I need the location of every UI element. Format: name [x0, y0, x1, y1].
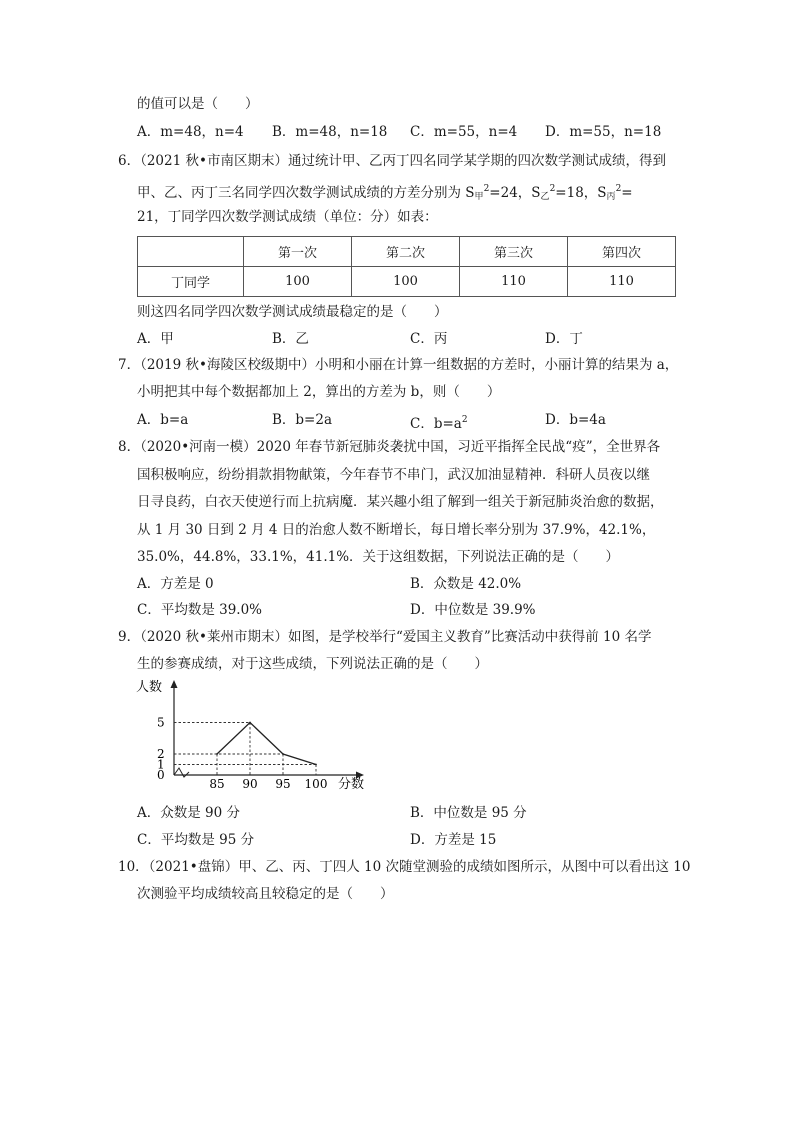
x-tick-label: 95: [275, 777, 291, 791]
table-row-label: 丁同学: [138, 267, 244, 297]
q8-stem-line4: 从 1 月 30 日到 2 月 4 日的治愈人数不断增长，每日增长率分别为 37.9%，42.1%，: [137, 522, 656, 538]
x-axis-label: 分数: [338, 777, 365, 792]
q10-stem-line2: 次测验平均成绩较高且较稳定的是（ ）: [137, 886, 394, 902]
q5-option-a[interactable]: A．m=48，n=4: [137, 124, 244, 140]
q9-stem-line1: 9．（2020 秋•莱州市期末）如图，是学校举行“爱国主义教育”比赛活动中获得前 10 名学: [118, 629, 652, 645]
x-tick-label: 100: [304, 777, 328, 791]
y-tick-label: 2: [157, 747, 165, 761]
table-header-cell: 第二次: [352, 237, 460, 267]
q5-option-d[interactable]: D．m=55，n=18: [545, 124, 662, 140]
q6-stem-line2: [137, 179, 633, 207]
q6-exp-jia: 2: [483, 184, 490, 194]
table-header-cell: 第四次: [568, 237, 676, 267]
q10-stem-line1: 10．（2021•盘锦）甲、乙、丙、丁四人 10 次随堂测验的成绩如图所示，从图中可以看出这 10: [118, 859, 691, 875]
y-tick-label: 1: [157, 757, 165, 772]
q6-sub-yi: 乙: [540, 192, 550, 202]
y-tick-label: 0: [157, 768, 165, 782]
q6-stem-line4: 则这四名同学四次数学测试成绩最稳定的是（ ）: [137, 304, 448, 320]
q8-option-a[interactable]: A．方差是 0: [137, 576, 214, 592]
q6-variance-intro: 甲、乙、丙丁三名同学四次数学测试成绩的方差分别为 S: [137, 185, 475, 201]
q7-option-a[interactable]: A．b=a: [137, 412, 189, 428]
axis-break: [174, 768, 189, 777]
x-tick-label: 85: [209, 777, 225, 791]
q6-sub-jia: 甲: [474, 192, 484, 202]
q9-option-d[interactable]: D．方差是 15: [410, 832, 497, 848]
q5-option-b[interactable]: B．m=48，n=18: [272, 124, 388, 140]
q7-option-b[interactable]: B．b=2a: [272, 412, 333, 428]
y-axis-label: 人数: [136, 680, 163, 695]
q8-option-b[interactable]: B．众数是 42.0%: [410, 576, 522, 592]
table-cell: 110: [460, 267, 568, 297]
q6-exp-bing: 2: [615, 184, 622, 194]
q6-sub-bing: 丙: [606, 192, 616, 202]
q6-option-d[interactable]: D．丁: [545, 331, 583, 347]
table-cell: 100: [352, 267, 460, 297]
q7-option-c-text: C．b=a: [410, 416, 462, 432]
data-point: [249, 722, 251, 724]
q9-option-a[interactable]: A．众数是 90 分: [137, 805, 241, 821]
q9-stem-line2: 生的参赛成绩，对于这些成绩，下列说法正确的是（ ）: [137, 656, 488, 672]
q6-val-jia: =24，S: [489, 185, 541, 201]
table-cell: 110: [568, 267, 676, 297]
q8-option-d[interactable]: D．中位数是 39.9%: [410, 602, 536, 618]
q8-stem-line2: 国积极响应，纷纷捐款捐物献策，今年春节不串门，武汉加油显精神．科研人员夜以继: [137, 467, 650, 483]
y-axis-arrow: [171, 680, 178, 688]
q9-option-b[interactable]: B．中位数是 95 分: [410, 805, 527, 821]
data-point: [315, 764, 317, 766]
table-header-row: [138, 237, 676, 267]
q8-stem-line5: 35.0%，44.8%，33.1%，41.1%．关于这组数据，下列说法正确的是（ ）: [137, 549, 620, 565]
data-point: [216, 753, 218, 755]
data-point: [282, 753, 284, 755]
table-cell: 100: [244, 267, 352, 297]
q6-val-yi: =18，S: [555, 185, 607, 201]
table-header-cell: 第三次: [460, 237, 568, 267]
q6-option-a[interactable]: A．甲: [137, 331, 174, 347]
q9-option-c[interactable]: C．平均数是 95 分: [137, 832, 255, 848]
q7-stem-line2: 小明把其中每个数据都加上 2，算出的方差为 b，则（ ）: [137, 384, 501, 400]
q5-tail: 的值可以是（ ）: [137, 96, 259, 112]
q6-val-bing: =: [621, 185, 633, 201]
q6-option-b[interactable]: B．乙: [272, 331, 309, 347]
q6-stem-line1: 6．（2021 秋•市南区期末）通过统计甲、乙丙丁四名同学某学期的四次数学测试成绩，得到: [118, 153, 666, 169]
q6-score-table: [137, 236, 676, 297]
series-line: [217, 723, 316, 765]
q6-exp-yi: 2: [549, 184, 556, 194]
q6-option-c[interactable]: C．丙: [410, 331, 448, 347]
q7-option-c-exp: 2: [461, 415, 468, 425]
q5-option-c[interactable]: C．m=55，n=4: [410, 124, 518, 140]
q9-line-chart: [130, 672, 390, 797]
q6-stem-line3: 21，丁同学四次数学测试成绩（单位：分）如表：: [137, 209, 438, 225]
q7-option-c[interactable]: [410, 410, 468, 434]
table-row: [138, 267, 676, 297]
q8-stem-line1: 8．（2020•河南一模）2020 年春节新冠肺炎袭扰中国，习近平指挥全民战“疫”，全世界各: [118, 439, 661, 455]
q7-option-d[interactable]: D．b=4a: [545, 412, 606, 428]
q8-stem-line3: 日寻良药，白衣天使逆行而上抗病魔．某兴趣小组了解到一组关于新冠肺炎治愈的数据，: [137, 494, 664, 510]
x-tick-label: 90: [242, 777, 258, 791]
table-corner-cell: [138, 237, 244, 267]
q7-stem-line1: 7．（2019 秋•海陵区校级期中）小明和小丽在计算一组数据的方差时，小丽计算的结果为 a，: [118, 357, 679, 373]
q8-option-c[interactable]: C．平均数是 39.0%: [137, 602, 263, 618]
table-header-cell: 第一次: [244, 237, 352, 267]
y-tick-label: 5: [157, 715, 165, 730]
